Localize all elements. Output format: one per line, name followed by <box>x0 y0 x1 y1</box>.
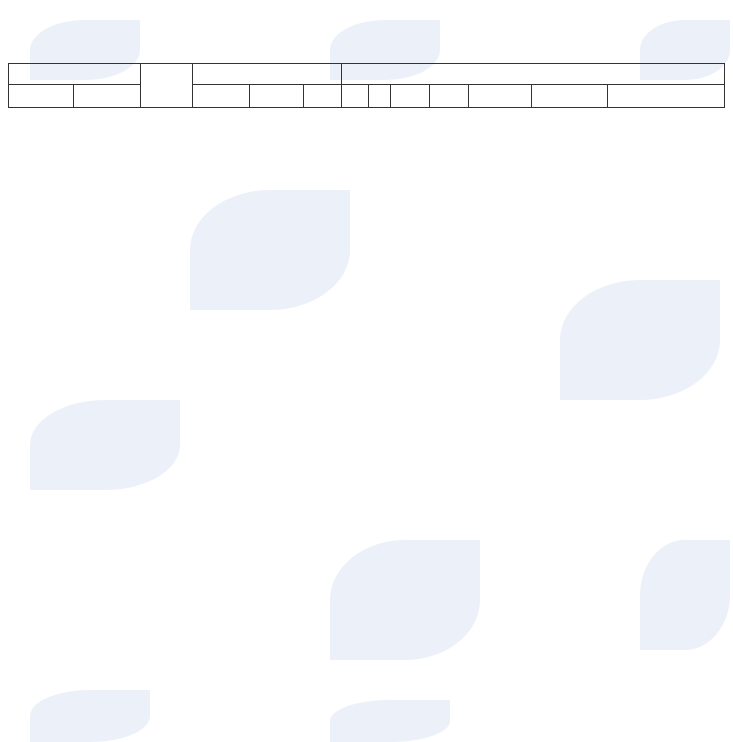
watermark-shape <box>560 280 720 400</box>
cr-element-header <box>429 85 468 108</box>
watermark-shape <box>640 540 730 650</box>
watermark-shape <box>330 700 450 742</box>
chemical-composition-table <box>8 63 725 108</box>
watermark-shape <box>30 400 180 490</box>
ni-header <box>390 85 429 108</box>
wp-header <box>9 85 74 108</box>
mn-header <box>249 85 303 108</box>
c-header <box>193 85 249 108</box>
uns-header <box>141 64 193 108</box>
s-header <box>342 85 369 108</box>
grade-header <box>9 64 141 85</box>
mo-header <box>468 85 531 108</box>
composition-header <box>342 64 725 85</box>
other-header <box>607 85 724 108</box>
cr-header <box>74 85 141 108</box>
si-header <box>369 85 391 108</box>
watermark-shape <box>30 690 150 742</box>
watermark-shape <box>330 540 480 660</box>
p-header <box>304 85 342 108</box>
header-blank <box>193 64 342 85</box>
watermark-shape <box>190 190 350 310</box>
ti-n-header <box>531 85 607 108</box>
